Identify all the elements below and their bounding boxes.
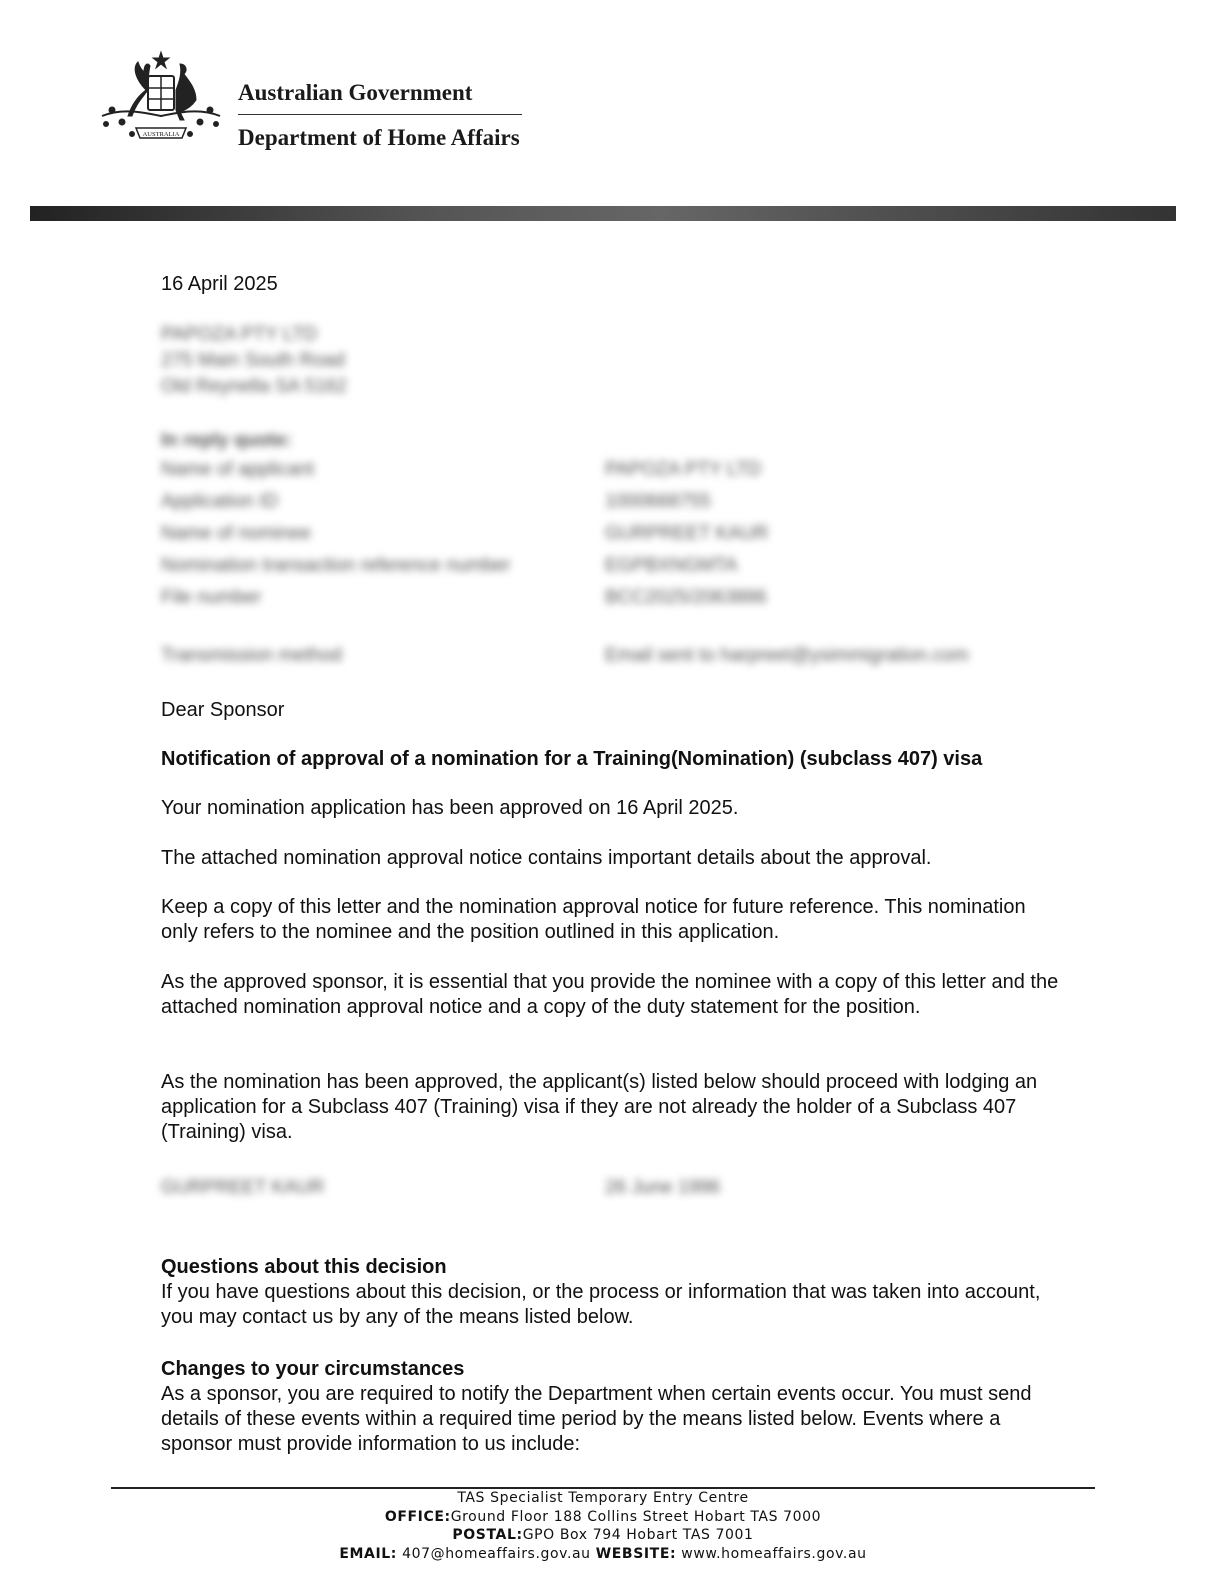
letter-subject: Notification of approval of a nomination for a Training(Nomination) (subclass 407) visa [161, 748, 983, 770]
government-name: Australian Government [238, 80, 473, 105]
footer-office [111, 1508, 1095, 1527]
quote-row [161, 553, 969, 585]
website-link[interactable]: www.homeaffairs.gov.au [681, 1545, 867, 1562]
footer-email-website [111, 1545, 1095, 1564]
quote-value: 1000668755 [605, 491, 711, 512]
body-paragraph: As the approved sponsor, it is essential that you provide the nominee with a copy of this letter and the attached nomination approval notice and a copy of the duty statement for the position. [161, 971, 1059, 1018]
footer-centre-name: TAS Specialist Temporary Entry Centre [457, 1490, 749, 1506]
quote-label: Name of nominee [161, 523, 311, 544]
applicant-row [161, 1175, 720, 1200]
quote-label: Transmission method [161, 645, 342, 666]
footer-contact [111, 1489, 1095, 1563]
changes-body: As a sponsor, you are required to notify the Department when certain events occur. You must send details of these events within a required time period by the means listed below. Events where a sponsor must provide information to us include: [161, 1383, 1032, 1455]
applicant-dob: 26 June 1996 [605, 1177, 721, 1198]
body-paragraph: As the nomination has been approved, the applicant(s) listed below should proceed with lodging an application for a Subclass 407 (Training) visa if they are not already the holder of a Subclass 407 (Training) visa. [161, 1071, 1038, 1143]
letter-date: 16 April 2025 [161, 273, 278, 295]
office-label: OFFICE: [384, 1508, 451, 1525]
quote-value: BCC2025/2063886 [605, 587, 767, 608]
body-paragraph: The attached nomination approval notice contains important details about the approval. [161, 847, 932, 869]
quote-row [161, 521, 969, 553]
header-bar [30, 206, 1176, 221]
website-label: WEBSITE: [595, 1545, 677, 1562]
quote-value: Email sent to harpreet@ysimmigration.com [605, 645, 969, 666]
body-paragraph: Your nomination application has been approved on 16 April 2025. [161, 797, 739, 819]
footer-postal [111, 1526, 1095, 1545]
quote-value: PAPOZA PTY LTD [605, 459, 762, 480]
changes-heading: Changes to your circumstances [161, 1358, 465, 1380]
address-line: Old Reynella SA 5162 [161, 376, 347, 397]
body-paragraph: Keep a copy of this letter and the nomination approval notice for future reference. This nomination only refers to the nominee and the position outlined in this application. [161, 896, 1026, 943]
address-line: PAPOZA PTY LTD [161, 324, 318, 345]
applicant-name: GURPREET KAUR [161, 1177, 325, 1198]
quote-value: EGPBXNGMTA [605, 555, 738, 576]
email-link[interactable]: 407@homeaffairs.gov.au [402, 1545, 591, 1562]
salutation: Dear Sponsor [161, 699, 285, 721]
address-line: 275 Main South Road [161, 350, 345, 371]
reply-quote-block [161, 428, 969, 675]
quote-label: Application ID [161, 491, 279, 512]
header-divider [238, 114, 522, 115]
quote-row [161, 585, 969, 617]
crest-scroll-text: AUSTRALIA [142, 131, 180, 138]
quote-label: File number [161, 587, 262, 608]
department-name: Department of Home Affairs [238, 125, 520, 150]
quote-row [161, 489, 969, 521]
questions-heading: Questions about this decision [161, 1256, 447, 1278]
quote-value: GURPREET KAUR [605, 523, 769, 544]
coat-of-arms-logo [92, 50, 230, 154]
postal-label: POSTAL: [452, 1527, 523, 1543]
questions-body: If you have questions about this decision, or the process or information that was taken into account, you may contact us by any of the means listed below. [161, 1281, 1041, 1328]
quote-row [161, 643, 969, 675]
quote-row [161, 457, 969, 489]
quote-label: Name of applicant [161, 459, 315, 480]
quote-label: Nomination transaction reference number [161, 555, 511, 576]
postal-address: GPO Box 794 Hobart TAS 7001 [522, 1527, 754, 1543]
email-label: EMAIL: [339, 1545, 398, 1562]
recipient-address [161, 322, 347, 400]
office-address: Ground Floor 188 Collins Street Hobart TAS 7000 [450, 1508, 822, 1525]
reply-quote-heading: In reply quote: [161, 430, 292, 451]
